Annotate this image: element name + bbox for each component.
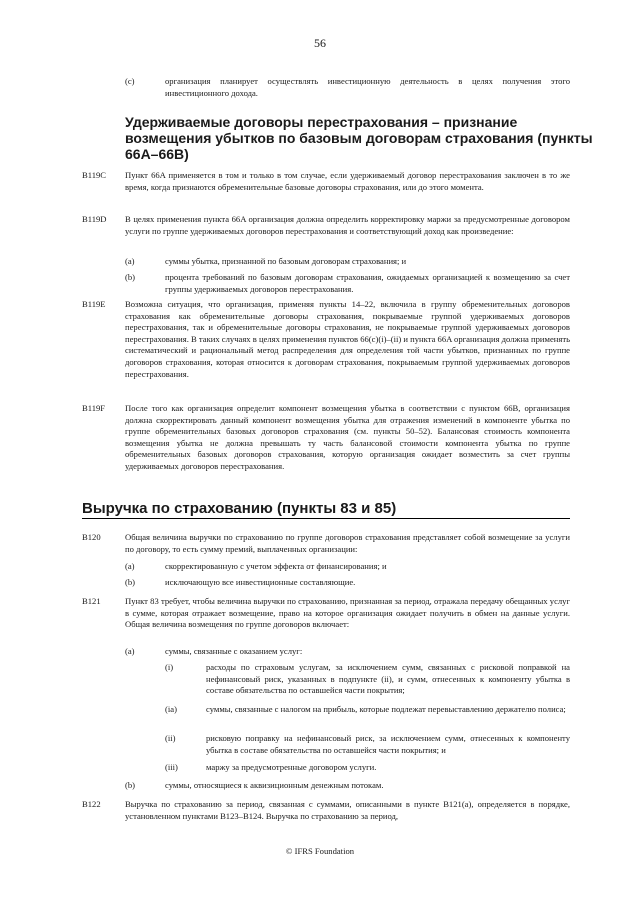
paragraph-b122: Выручка по страхованию за период, связанная с суммами, описанными в пункте B121(a), определяется в порядке, установленном пунктами B123–B124. Выручка по страхованию за период, — [125, 799, 570, 821]
sublist-item-label: (ii) — [165, 733, 176, 743]
sublist-item-text: расходы по страховым услугам, за исключением сумм, связанных с рисковой поправкой на нефинансовый риск, указанных в подпункте (ii), и сумм, отнесенных к компоненту убытка в составе обязательства по оставшейся части покрытия; — [206, 662, 570, 696]
paragraph-id-b121: B121 — [82, 596, 101, 606]
page-footer: © IFRS Foundation — [285, 846, 355, 856]
list-item-text: суммы убытка, признанной по базовым договорам страхования; и — [165, 256, 407, 266]
paragraph-id-b120: B120 — [82, 532, 101, 542]
section-heading-revenue: Выручка по страхованию (пункты 83 и 85) — [82, 500, 397, 517]
intro-item-label: (c) — [125, 76, 135, 86]
list-item-text: суммы, связанные с оказанием услуг: — [165, 646, 303, 656]
list-item-label: (a) — [125, 646, 135, 656]
list-item-label: (b) — [125, 780, 136, 790]
list-item-label: (a) — [125, 561, 135, 571]
section-heading-reinsurance: Удерживаемые договоры перестрахования – признание возмещения убытков по базовым договорам страхования (пункты 66A–66B) — [125, 114, 593, 162]
list-item-text: суммы, относящиеся к аквизиционным денежным потокам. — [165, 780, 384, 790]
paragraph-id-b119f: B119F — [82, 403, 106, 413]
list-item-text: скорректированную с учетом эффекта от финансирования; и — [165, 561, 387, 571]
intro-item-text: организация планирует осуществлять инвестиционную деятельность в целях получения этого инвестиционного дохода. — [165, 76, 570, 98]
sublist-item-text: рисковую поправку на нефинансовый риск, за исключением сумм, отнесенных к компоненту убытка в составе обязательства по оставшейся части покрытия; и — [206, 733, 570, 755]
list-item-label: (a) — [125, 256, 135, 266]
paragraph-b119e: Возможна ситуация, что организация, применяя пункты 14–22, включила в группу обременительных договоров страхования как обременительные договоры страхования, покрываемые группой удерживаемых договоров перестрахования, так и обременительные договоры страхования, не покрываемые группой удерживаемых договоров перестрахования. В таких случаях в целях применения пунктов 66(c)(i)–(ii) и пункта 66A организация должна применять систематический и рациональный метод распределения для определения той части убытков, признанных по группе договоров страхования, которая относится к договорам страхования, покрываемым группой удерживаемых договоров перестрахования. — [125, 299, 570, 379]
list-item-label: (b) — [125, 577, 136, 587]
list-item-text: процента требований по базовым договорам страхования, ожидаемых организацией к возмещению за счет группы удерживаемых договоров перестрахования. — [165, 272, 570, 294]
sublist-item-label: (iii) — [165, 762, 178, 772]
paragraph-id-b119d: B119D — [82, 214, 107, 224]
sublist-item-text: маржу за предусмотренные договором услуги. — [206, 762, 377, 772]
paragraph-b119d: В целях применения пункта 66A организация должна определить корректировку маржи за предусмотренные договором услуги по группе удерживаемых договоров перестрахования и соответствующий доход как произведение: — [125, 214, 570, 236]
sublist-item-label: (i) — [165, 662, 174, 672]
paragraph-b121: Пункт 83 требует, чтобы величина выручки по страхованию, признанная за период, отражала передачу обещанных услуг в сумме, которая отражает возмещение, право на которое организация ожидает получить в обмен на данные услуги. Общая величина возмещения по группе договоров включает: — [125, 596, 570, 630]
paragraph-id-b119e: B119E — [82, 299, 106, 309]
page-number: 56 — [314, 36, 326, 50]
heading-underline — [82, 518, 570, 519]
sublist-item-text: суммы, связанные с налогом на прибыль, которые подлежат перевыставлению держателю полиса; — [206, 704, 566, 714]
paragraph-b119c: Пункт 66A применяется в том и только в том случае, если удерживаемый договор перестрахования заключен в то же время, когда признаются обременительные базовые договоры страхования, или до этого момента. — [125, 170, 570, 192]
paragraph-id-b119c: B119C — [82, 170, 107, 180]
paragraph-b120: Общая величина выручки по страхованию по группе договоров страхования представляет собой возмещение за услуги по договору, то есть сумму премий, выплаченных организации: — [125, 532, 570, 554]
list-item-text: исключающую все инвестиционные составляющие. — [165, 577, 356, 587]
list-item-label: (b) — [125, 272, 136, 282]
sublist-item-label: (ia) — [165, 704, 177, 714]
paragraph-id-b122: B122 — [82, 799, 101, 809]
paragraph-b119f: После того как организация определит компонент возмещения убытка в соответствии с пунктом 66B, организация должна скорректировать данный компонент возмещения убытка для отражения изменений в компоненте убытка по группе обременительных базовых договоров страхования (см. пункты 50–52). Балансовая стоимость компонента возмещения убытка не должна превышать ту часть балансовой стоимости компонента убытка по группе обременительных базовых договоров страхования, которую организация ожидает возместить за счет группы удерживаемых договоров перестрахования. — [125, 403, 570, 471]
